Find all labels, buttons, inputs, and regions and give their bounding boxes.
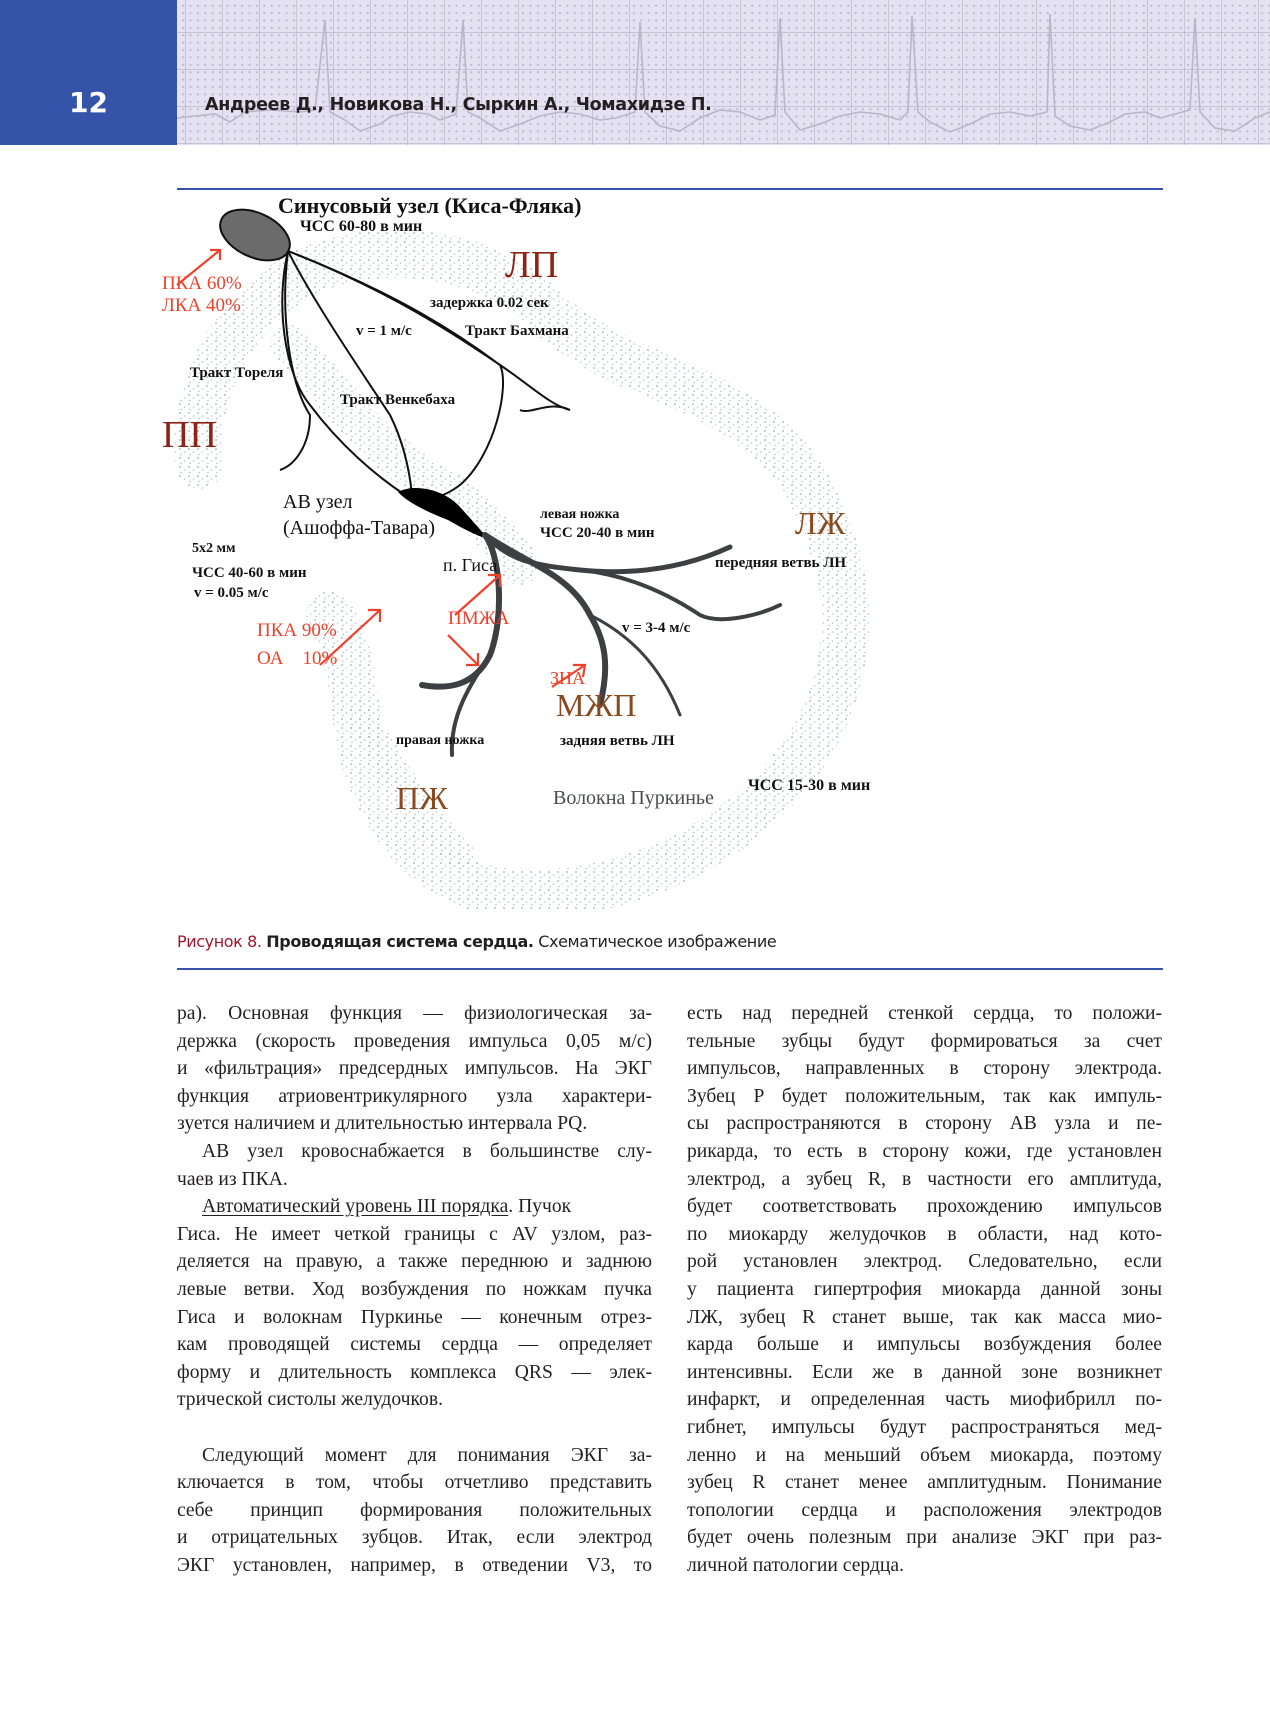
label-av-supply-2: ОА 10% — [257, 648, 338, 669]
label-av-rate: ЧСС 40-60 в мин — [192, 565, 307, 581]
figure-caption — [177, 932, 776, 951]
text-line: есть над передней стенкой сердца, то положи- — [687, 1003, 1162, 1024]
text-line: трической систолы желудочков. — [177, 1389, 443, 1411]
label-left-atrium: ЛП — [505, 244, 559, 286]
text-line: функция атриовентрикулярного узла характери- — [177, 1085, 652, 1107]
text-line: карда больше и импульсы возбуждения более — [687, 1334, 1162, 1356]
text-line: АВ узел кровоснабжается в большинстве слу- — [202, 1140, 652, 1162]
label-wenckebach-tract: Тракт Венкебаха — [340, 392, 456, 408]
text-line: кам проводящей системы сердца — определяет — [177, 1334, 652, 1356]
label-av-velocity: v = 0.05 м/с — [194, 585, 269, 601]
page-number-block — [0, 0, 177, 145]
label-sinus-supply-2: ЛКА 40% — [162, 295, 241, 316]
text-line: деляется на правую, а также переднюю и заднюю — [177, 1251, 652, 1273]
caption-rule — [177, 968, 1163, 970]
text-line: левые ветви. Ход возбуждения по ножкам пучка — [177, 1278, 652, 1300]
label-left-bundle-rate: ЧСС 20-40 в мин — [540, 525, 655, 541]
text-line: себе принцип формирования положительных — [177, 1499, 652, 1521]
text-line: будет очень полезным при анализе ЭКГ при раз- — [687, 1527, 1162, 1549]
label-right-atrium: ПП — [162, 414, 217, 456]
text-line: импульсов, направленных в сторону электрода. — [687, 1058, 1162, 1080]
text-line: и «фильтрация» предсердных импульсов. На ЭКГ — [177, 1058, 652, 1080]
text-line: Гиса. Не имеет четкой границы с AV узлом, раз- — [177, 1223, 652, 1245]
text-line: инфаркт, и определенная часть миофибрилл по- — [687, 1389, 1162, 1411]
label-left-bundle: левая ножка — [540, 507, 620, 522]
running-header-authors: Андреев Д., Новикова Н., Сыркин А., Чомахидзе П. — [205, 95, 712, 115]
text-line: Зубец P будет положительным, так как импуль- — [687, 1085, 1162, 1107]
page-number: 12 — [69, 86, 108, 119]
label-av-supply-1: ПКА 90% — [257, 620, 337, 641]
label-bachmann-tract: Тракт Бахмана — [465, 323, 569, 339]
top-rule — [177, 188, 1163, 190]
text-line: и отрицательных зубцов. Итак, если электрод — [177, 1527, 652, 1549]
paragraph-gap — [177, 1414, 652, 1442]
text-line: зуется наличием и длительностью интервала PQ. — [177, 1113, 588, 1135]
header-ecg-band — [0, 0, 1270, 145]
label-sinus-rate: ЧСС 60-80 в мин — [300, 218, 423, 235]
text-line: по миокарду желудочков в области, над кото- — [687, 1223, 1162, 1245]
label-posterior-branch: задняя ветвь ЛН — [560, 733, 675, 749]
text-line: держка (скорость проведения импульса 0,05 м/с) — [177, 1030, 652, 1052]
text-line: интенсивны. Если же в данной зоне возникнет — [687, 1361, 1162, 1383]
text-line: электрод, а зубец R, в частности его амплитуда, — [687, 1168, 1162, 1190]
label-posterior-artery: ЗНА — [550, 668, 586, 688]
text-line: тельные зубцы будут формироваться за счет — [687, 1030, 1162, 1052]
text-line: гибнет, импульсы будут распространяться мед- — [687, 1416, 1162, 1438]
text-line: рой установлен электрод. Следовательно, если — [687, 1251, 1162, 1273]
heart-diagram — [160, 195, 940, 910]
label-velocity-1: v = 1 м/с — [356, 323, 412, 339]
caption-subtitle: Схематическое изображение — [538, 932, 777, 951]
text-line: зубец R станет менее амплитудным. Понимание — [687, 1472, 1162, 1494]
text-line: будет соответствовать прохождению импульсов — [687, 1196, 1162, 1218]
caption-number: Рисунок 8. — [177, 932, 262, 951]
text-line: сы распространяются в сторону АВ узла и пе- — [687, 1113, 1162, 1135]
label-av-node-name: (Ашоффа-Тавара) — [283, 517, 436, 539]
label-purkinje-rate: ЧСС 15-30 в мин — [748, 777, 871, 794]
label-right-bundle: правая ножка — [396, 733, 485, 748]
text-line: личной патологии сердца. — [687, 1554, 905, 1576]
label-av-size: 5х2 мм — [192, 541, 236, 556]
text-line: ключается в том, чтобы отчетливо представить — [177, 1472, 652, 1494]
caption-title: Проводящая система сердца. — [266, 932, 534, 951]
label-right-ventricle: ПЖ — [396, 780, 448, 816]
text-line: топологии сердца и расположения электродов — [687, 1499, 1162, 1521]
text-fragment: . Пучок — [508, 1196, 572, 1218]
body-right-column — [687, 1000, 1162, 1579]
label-ivs: МЖП — [556, 687, 637, 723]
text-line: ра). Основная функция — физиологическая за- — [177, 1003, 652, 1024]
section-heading-automatism-level-3: Автоматический уровень III порядка — [202, 1196, 509, 1218]
label-thorel-tract: Тракт Тореля — [190, 365, 284, 381]
text-line: ленно и на меньший объем миокарда, поэтому — [687, 1444, 1162, 1466]
text-line: у пациента гипертрофия миокарда данной зоны — [687, 1278, 1162, 1300]
label-anterior-branch: передняя ветвь ЛН — [715, 555, 847, 571]
text-line: ЭКГ установлен, например, в отведении V3, то — [177, 1554, 652, 1576]
label-delay: задержка 0.02 сек — [430, 295, 549, 311]
label-purkinje: Волокна Пуркинье — [553, 787, 714, 809]
label-left-ventricle: ЛЖ — [795, 505, 846, 541]
conduction-system-figure — [160, 195, 940, 910]
text-line: Следующий момент для понимания ЭКГ за- — [202, 1444, 652, 1466]
label-sinus-node: Синусовый узел (Киса-Фляка) — [278, 193, 582, 218]
text-line: рикарда, то есть в сторону кожи, где установлен — [687, 1140, 1162, 1162]
label-sinus-supply-1: ПКА 60% — [162, 273, 242, 294]
label-ivs-artery: ПМЖА — [448, 608, 510, 629]
text-line: ЛЖ, зубец R станет выше, так как масса мио- — [687, 1306, 1162, 1328]
text-line: чаев из ПКА. — [177, 1168, 288, 1190]
text-line: форму и длительность комплекса QRS — элек- — [177, 1361, 652, 1383]
label-av-node: АВ узел — [283, 491, 353, 513]
text-line: Гиса и волокнам Пуркинье — конечным отрез- — [177, 1306, 652, 1328]
label-his-bundle: п. Гиса — [443, 555, 498, 575]
label-velocity-2: v = 3-4 м/с — [622, 620, 691, 636]
body-left-column — [177, 1000, 652, 1579]
text-line-heading — [177, 1193, 652, 1221]
ecg-trace-decoration — [0, 0, 1270, 145]
